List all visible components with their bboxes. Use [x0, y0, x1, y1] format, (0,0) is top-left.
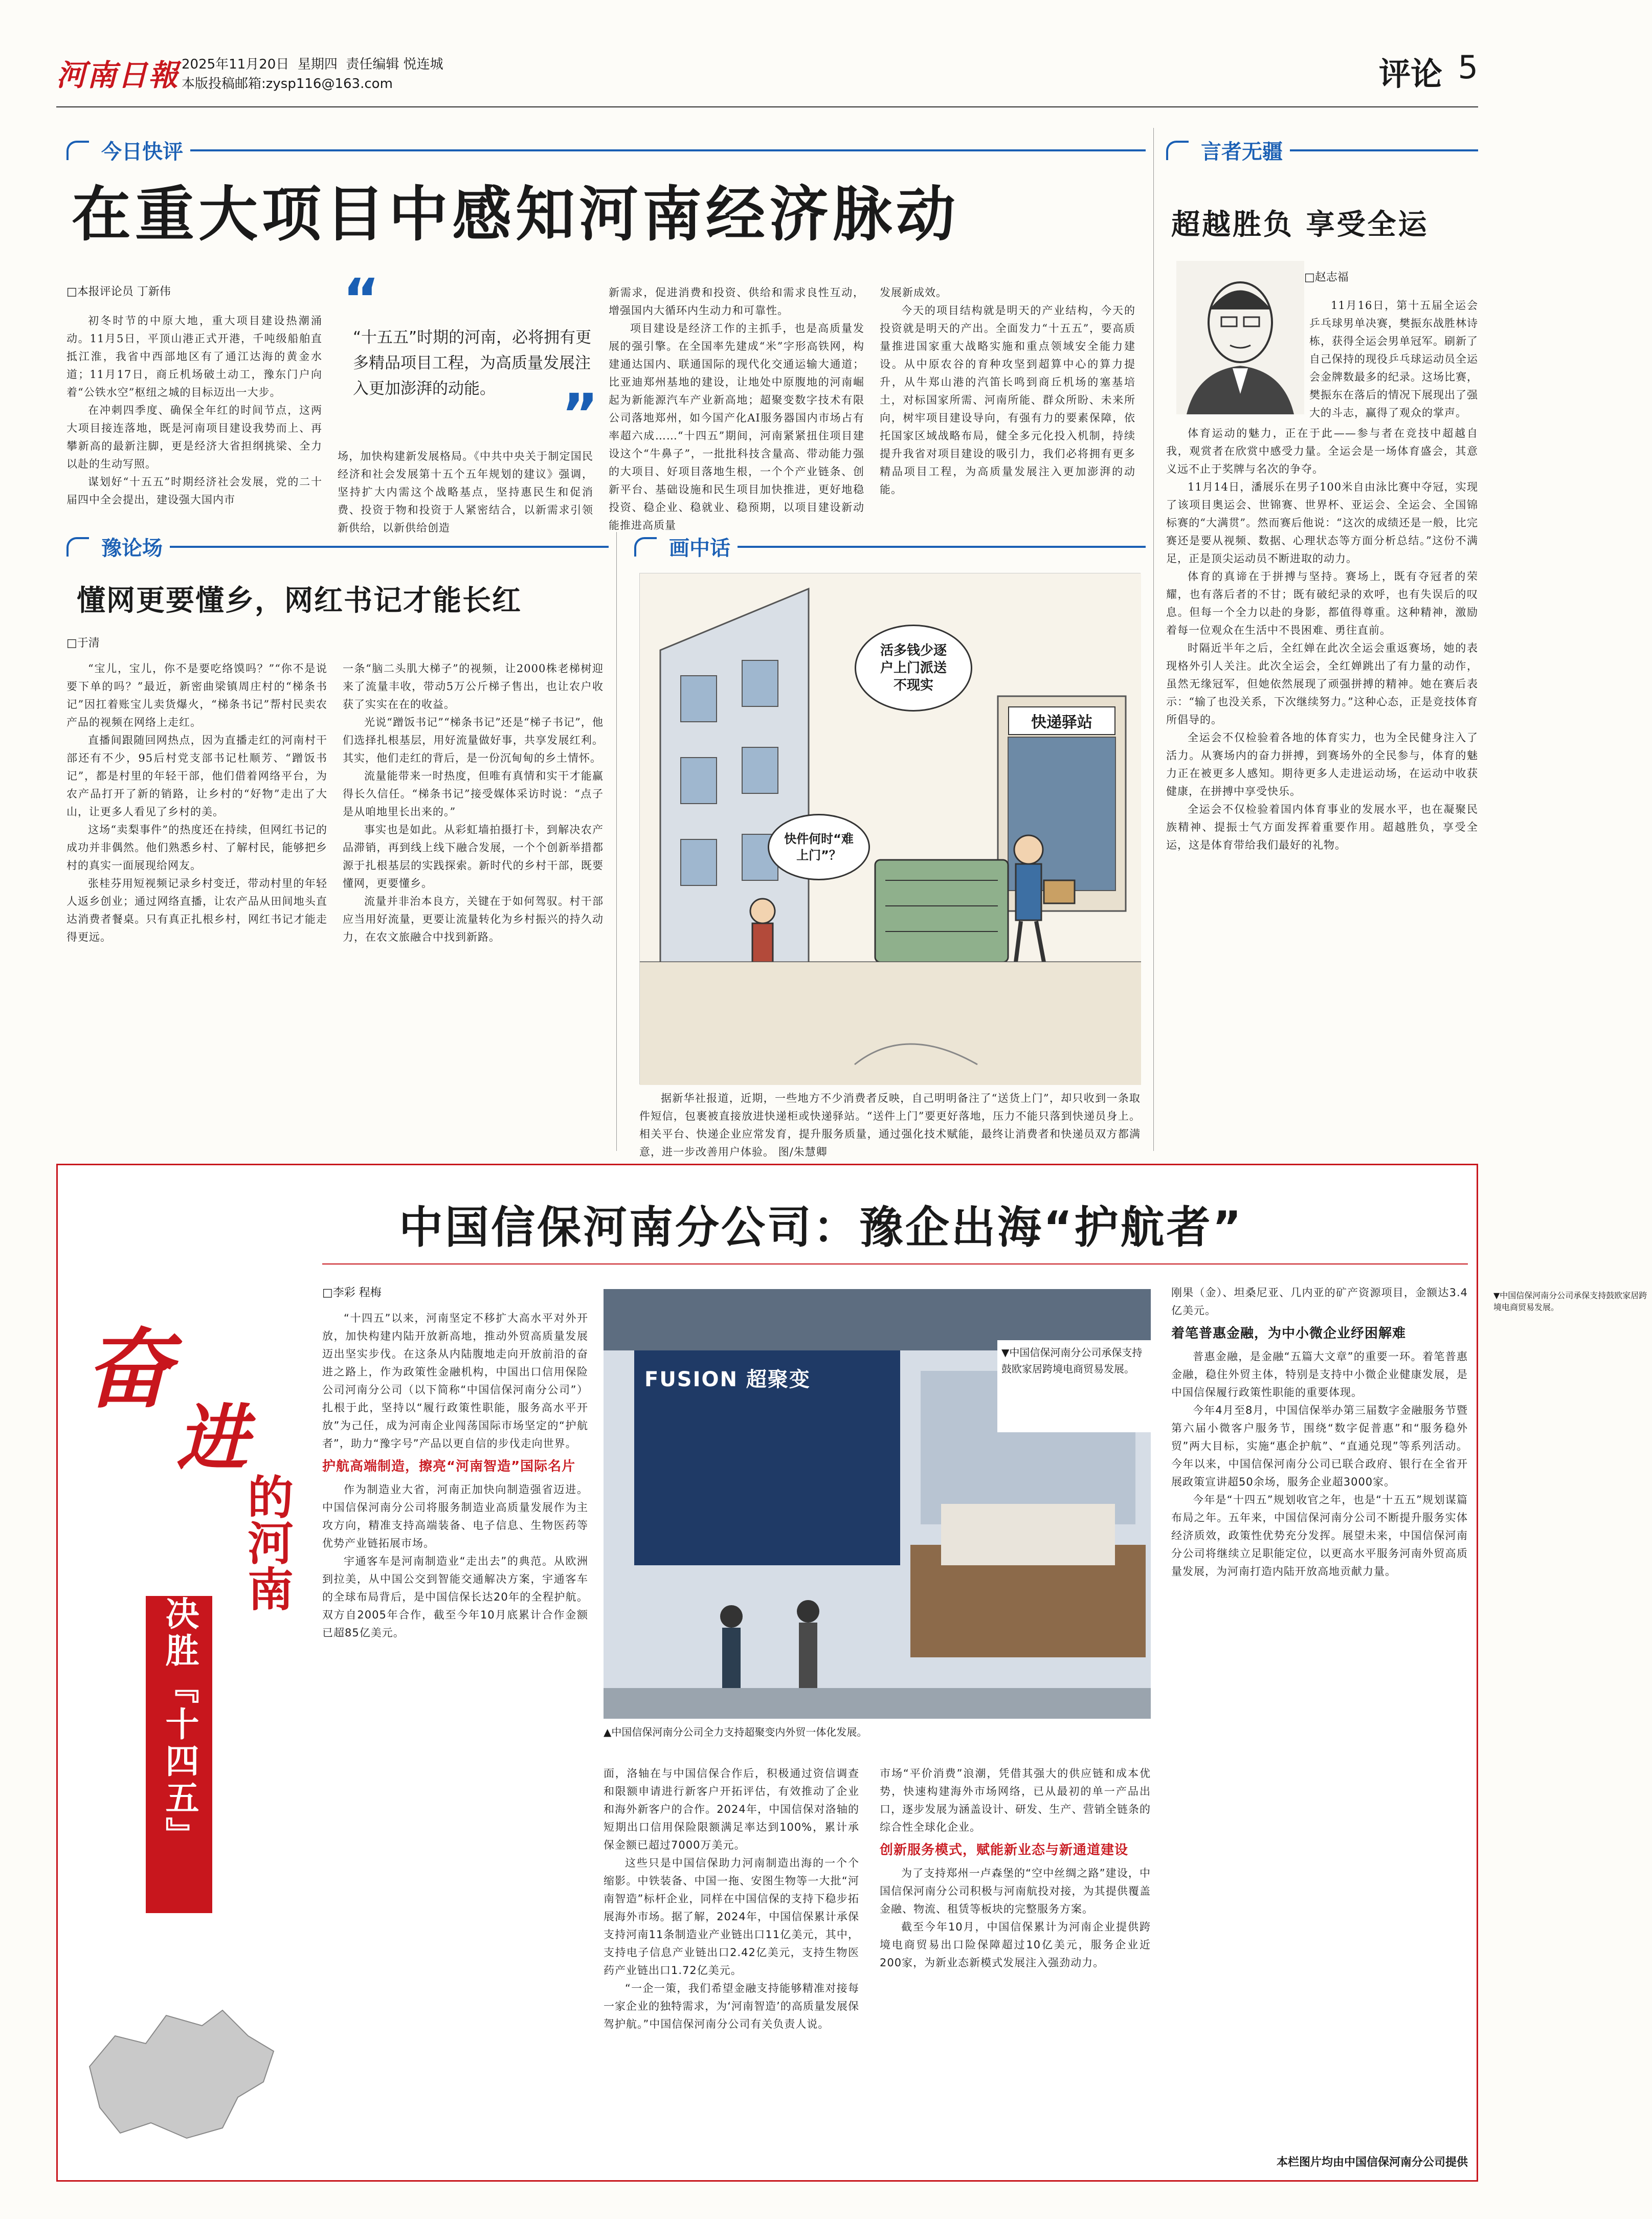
column-divider: [616, 532, 617, 1151]
paragraph: 项目建设是经济工作的主抓手，也是高质量发展的强引擎。在全国率先建成“米”字形高铁网，构建通达国内、联通国际的现代化交通运输大通道；比亚迪郑州基地的建设，让地处中原腹地的河南崛起为新能源汽车产业新高地；超聚变数字技术有限公司落地郑州，如今国产化AI服务器国内市场占有率超六成……“十四五”期间，河南紧紧扭住项目建设这个“牛鼻子”，一批批科技含量高、带动能力强的大项目、好项目落地生根，一个个产业链条、创新平台、基础设施和民生项目加快推进，更好地稳投资、稳企业、稳就业、稳预期，以项目建设新动能推进高质量: [609, 322, 864, 531]
feature-byline: □李彩 程梅: [322, 1286, 382, 1299]
paragraph: 作为制造业大省，河南正加快向制造强省迈进。中国信保河南分公司将服务制造业高质量发展作为主攻方向，精准支持高端装备、电子信息、生物医药等优势产业链拓展市场。: [322, 1483, 588, 1549]
paragraph: 流量能带来一时热度，但唯有真情和实干才能赢得长久信任。“梯条书记”接受媒体采访时说：“点子是从咱地里长出来的。”: [343, 770, 604, 818]
newspaper-logo: 河南日報: [56, 58, 180, 93]
yuluntan-column-1: [66, 660, 327, 1151]
feature-column-4: [1171, 1284, 1468, 2148]
feature-column-1: [322, 1310, 588, 2174]
paragraph: 时隔近半年之后，全红婵在此次全运会重返赛场，她的表现格外引人关注。此次全运会，全红婵跳出了有力量的动作，虽然无缘冠军，但她依然展现了顽强拼搏的精神。她在赛后表示：“输了也没关系，下次继续努力。”这种心态，正是竞技体育所倡导的。: [1166, 642, 1478, 726]
paragraph: “十四五”以来，河南坚定不移扩大高水平对外开放，加快构建内陆开放新高地，推动外贸高质量发展迈出坚实步伐。在这条从内陆腹地走向开放前沿的奋进之路上，作为政策性金融机构，中国出口信用保险公司河南分公司（以下简称“中国信保河南分公司”）扎根于此，坚持以“履行政策性职能，服务高水平开放”为己任，成为河南企业闯荡国际市场坚定的“护航者”，助力“豫字号”产品以更自信的步伐走向世界。: [322, 1312, 588, 1450]
paragraph: 初冬时节的中原大地，重大项目建设热潮涌动。11月5日，平顶山港正式开港，千吨级船舶直抵江淮，我省中西部地区有了通江达海的黄金水道；11月17日，商丘机场破土动工，豫东门户向着“公铁水空”枢纽之城的目标迈出一大步。: [66, 315, 322, 398]
photo-caption-1: ▲中国信保河南分公司全力支持超聚变内外贸一体化发展。: [604, 1726, 867, 1738]
feature-column-2: [604, 1765, 859, 2174]
subhead-2: 创新服务模式，赋能新业态与新通道建设: [880, 1843, 1129, 1858]
tag-rule: [170, 546, 609, 548]
subhead-1: 护航高端制造，擦亮“河南智造”国际名片: [322, 1459, 576, 1474]
expo-brand-sign: FUSION 超聚变: [644, 1368, 811, 1391]
feature-left-banner: [64, 1279, 315, 2174]
masthead-rule: [56, 106, 1478, 107]
side-text-cont: [1166, 425, 1478, 1151]
paragraph: 新需求，促进消费和投资、供给和需求良性互动，增强国内大循环内生动力和可靠性。: [609, 286, 864, 317]
lead-pull-quote: [343, 267, 598, 447]
cartoon-caption: 据新华社报道，近期，一些地方不少消费者反映，自己明明备注了“送货上门”，却只收到一条取件短信，包裹被直接放进快递柜或快递驿站。“送件上门”要更好落地，压力不能只落到快递员身上。相关平台、快递企业应常发育，提升服务质量，通过强化技术赋能，最终让消费者和快递员双方都满意，进一步改善用户体验。 图/朱慧卿: [639, 1092, 1141, 1158]
column-divider: [1153, 128, 1154, 1151]
paragraph: 发展新成效。: [880, 286, 947, 299]
section-name: 评论: [1378, 55, 1442, 93]
open-quote-icon: “: [343, 267, 380, 332]
author-portrait: [1176, 261, 1304, 414]
paragraph: 今天的项目结构就是明天的产业结构，今天的投资就是明天的产出。全面发力“十五五”，要高质量推进国家重大战略实施和重点领域安全能力建设。从中原农谷的育种攻坚到超算中心的算力提升，从牛郑山港的汽笛长鸣到商丘机场的塞基培土，对标国家所需、河南所能、群众所盼、未来所向，树牢项目建设导向，有强有力的要素保障，依托国家区域战略布局，健全多元化投入机制，持续提升我省对项目建设的吸引力，我们必将拥有更多精品项目工程，为高质量发展注入更加澎湃的动能。: [880, 304, 1135, 496]
paragraph: 全运会不仅检验着国内体育事业的发展水平，也在凝聚民族精神、提振士气方面发挥着重要作用。超越胜负，享受全运，这是体育带给我们最好的礼物。: [1166, 803, 1478, 851]
tag-label: 今日快评: [101, 140, 183, 164]
paragraph: 光说“蹭饭书记”“梯条书记”还是“梯子书记”，他们选择扎根基层，用好流量做好事，共享发展红利。其实，他们走红的背后，是一份沉甸甸的乡土情怀。: [343, 716, 604, 764]
paragraph: 11月14日，潘展乐在男子100米自由泳比赛中夺冠，实现了该项目奥运会、世锦赛、世界杯、亚运会、全运会、全国锦标赛的“大满贯”。然而赛后他说：“这次的成绩还是一般，比完赛还是要从视频、数据、心理状态等方面分析总结。”这份不满足，正是顶尖运动员不断进取的动力。: [1166, 481, 1478, 565]
yuluntan-headline: 懂网更要懂乡，网红书记才能长红: [77, 584, 522, 617]
paragraph: 直播间跟随回网热点，因为直播走红的河南村干部还有不少，95后村党支部书记杜顺芳、“蹭饭书记”，都是村里的年轻干部，他们借着网络平台，为农产品打开了新的销路，让乡村的“好物”走出了大山，让更多人看见了乡村的美。: [66, 734, 327, 818]
paragraph: 这些只是中国信保助力河南制造出海的一个个缩影。中铁装备、中国一拖、安图生物等一大批“河南智造”标杆企业，同样在中国信保的支持下稳步拓展海外市场。据了解，2024年，中国信保累计承保支持河南11条制造业产业链出口11亿美元，其中，支持电子信息产业链出口2.42亿美元，支持生物医药产业链出口1.72亿美元。: [604, 1857, 859, 1977]
photo-caption-2-text: ▼中国信保河南分公司承保支持鼓欧家居跨境电商贸易发展。: [1001, 1346, 1143, 1375]
tag-label: 豫论场: [101, 537, 163, 560]
banner-line-juesheng: 决胜『十四五』: [160, 1596, 199, 1854]
photo-caption-2-box: [997, 1340, 1151, 1432]
feature-title: 中国信保河南分公司：豫企出海“护航者”: [399, 1202, 1244, 1253]
paragraph: 体育的真谛在于拼搏与坚持。赛场上，既有夺冠者的荣耀，也有落后者的不甘；既有破纪录的欢呼，也有失误后的叹息。但每一个全力以赴的身影，都值得尊重。这种精神，激励着每一位观众在生活中不畏困难、勇往直前。: [1166, 570, 1478, 636]
yuluntan-byline: □于清: [66, 637, 100, 650]
side-byline: □赵志福: [1304, 271, 1349, 284]
banner-char-jin: 进: [176, 1396, 249, 1480]
lead-column-4: [880, 284, 1135, 524]
tag-label: 画中话: [669, 537, 730, 560]
lead-column-2: [338, 448, 593, 534]
paragraph: 宇通客车是河南制造业“走出去”的典范。从欧洲到拉美，从中国公交到智能交通解决方案，宇通客车的全球布局背后，是中国信保长达20年的全程护航。双方自2005年合作，截至今年10月底累计合作金额已超85亿美元。: [322, 1555, 588, 1639]
tag-label: 言者无疆: [1201, 140, 1283, 164]
side-text: [1309, 297, 1478, 419]
tag-rule: [190, 149, 1146, 151]
tag-rule: [738, 546, 1146, 548]
banner-decisive-badge: [146, 1596, 212, 1913]
paragraph: 11月16日，第十五届全运会乒乓球男单决赛，樊振东战胜林诗栋，获得全运会男单冠军。刷新了自己保持的现役乒乓球运动员全运会金牌数最多的纪录。这场比赛，樊振东在落后的情况下展现出了强大的斗志，赢得了观众的掌声。: [1309, 299, 1478, 419]
editor: 责任编辑 悦连城: [346, 57, 443, 72]
paragraph: 刚果（金）、坦桑尼亚、几内亚的矿产资源项目，金额达3.4亿美元。: [1171, 1286, 1468, 1317]
paragraph: 场，加快构建新发展格局。《中共中央关于制定国民经济和社会发展第十五个五年规划的建议》强调，坚持扩大内需这个战略基点，坚持惠民生和促消费、投资于物和投资于人紧密结合，以新需求引领新供给，以新供给创造: [338, 450, 593, 534]
cartoon-speech-bubble-1: [855, 625, 972, 712]
tag-huazhonghua: [634, 532, 1146, 561]
tag-curl-icon: [1166, 141, 1189, 160]
banner-char-fen: 奋: [84, 1318, 172, 1421]
lead-byline: □本报评论员 丁新伟: [66, 285, 171, 298]
paragraph: “宝儿，宝儿，你不是要吃络馍吗？”“你不是说要下单的吗？”最近，新密曲梁镇周庄村的“梯条书记”因扛着账宝儿卖货爆火，“梯条书记”帮村民卖农产品的视频在网络上走红。: [66, 662, 327, 728]
submission-email: 本版投稿邮箱:zysp116@163.com: [182, 76, 393, 92]
paragraph: 流量并非治本良方，关键在于如何驾驭。村干部应当用好流量，更要让流量转化为乡村振兴的持久动力，在农文旅融合中找到新路。: [343, 895, 604, 943]
banner-line-henan: 的河南: [239, 1473, 293, 1611]
paragraph: 截至今年10月，中国信保累计为河南企业提供跨境电商贸易出口险保障超过10亿美元，服务企业近200家，为新业态新模式发展注入强劲动力。: [880, 1921, 1151, 1969]
side-headline: 超越胜负 享受全运: [1171, 208, 1429, 241]
paragraph: 谋划好“十五五”时期经济社会发展，党的二十届四中全会提出，建设强大国内市: [66, 476, 322, 506]
cartoon-illustration: [639, 573, 1141, 1084]
paragraph: 市场“平价消费”浪潮，凭借其强大的供应链和成本优势，快速构建海外市场网络，已从最初的单一产品出口，逐步发展为涵盖设计、研发、生产、营销全链条的综合性全球化企业。: [880, 1767, 1151, 1833]
paragraph: 张桂芬用短视频记录乡村变迁，带动村里的年轻人返乡创业；通过网络直播，让农产品从田间地头直达消费者餐桌。只有真正扎根乡村，网红书记才能走得更远。: [66, 877, 327, 943]
paragraph: 事实也是如此。从彩虹墙拍摄打卡，到解决农产品滞销，再到线上线下融合发展，一个个创新举措都源于扎根基层的实践探索。新时代的乡村干部，既要懂网，更要懂乡。: [343, 824, 604, 890]
weekday: 星期四: [297, 57, 338, 72]
tag-jinri-kuaiping: [66, 136, 1146, 165]
cartoon-speech-bubble-2: [768, 814, 870, 880]
tag-curl-icon: [66, 537, 89, 557]
feature-column-3: [880, 1765, 1151, 2174]
issue-date: [182, 54, 443, 73]
paragraph: 今年是“十四五”规划收官之年，也是“十五五”规划谋篇布局之年。五年来，中国信保河南分公司不断提升服务实体经济质效，政策性优势充分发挥。展望未来，中国信保河南分公司将继续立足职能定位，以更高水平服务河南外贸高质量发展，为河南打造内陆开放高地贡献力量。: [1171, 1494, 1468, 1578]
paragraph: 一条“脑二头肌大梯子”的视频，让2000株老梯树迎来了流量丰收，带动5万公斤梯子售出，也让农户收获了实实在在的收益。: [343, 662, 604, 711]
cartoon-station-sign: 快递驿站: [1008, 706, 1115, 735]
tag-yanzhe-wujiang: [1166, 136, 1478, 165]
lead-column-3: [609, 284, 864, 531]
yuluntan-column-2: [343, 660, 604, 1151]
feature-photo-credit: 本栏图片均由中国信保河南分公司提供: [1276, 2156, 1468, 2169]
lead-headline: 在重大项目中感知河南经济脉动: [72, 180, 959, 249]
photo-caption-2: ▼中国信保河南分公司承保支持鼓欧家居跨境电商贸易发展。: [1493, 1291, 1647, 1312]
lead-column-1: [66, 312, 322, 522]
bubble-text: 快件何时“难上门”？: [784, 832, 854, 862]
tag-rule: [1290, 149, 1478, 151]
paragraph: 全运会不仅检验着各地的体育实力，也为全民健身注入了活力。从赛场内的奋力拼搏，到赛场外的全民参与，体育的魅力正在被更多人感知。期待更多人走进运动场，在运动中收获健康，在拼搏中享受快乐。: [1166, 731, 1478, 797]
tag-yuluntan: [66, 532, 609, 561]
masthead: [56, 49, 1478, 100]
paragraph: 今年4月至8月，中国信保举办第三届数字金融服务节暨第六届小微客户服务节，围绕“数字促普惠”和“服务稳外贸”两大目标，实施“惠企护航”、“直通兑现”等系列活动。今年以来，中国信保河南分公司已联合政府、银行在全省开展政策宣讲超50余场，服务企业超3000家。: [1171, 1404, 1468, 1488]
henan-map-silhouette: [69, 1995, 284, 2148]
paragraph: 这场“卖梨事件”的热度还在持续，但网红书记的成功并非偶然。他们熟悉乡村、了解村民，能够把乡村的真实一面展现给网友。: [66, 824, 327, 872]
feature-title-rule: [322, 1263, 1468, 1264]
page-number: 5: [1458, 49, 1478, 86]
tag-curl-icon: [634, 537, 657, 557]
paragraph: 体育运动的魅力，正在于此——参与者在竞技中超越自我，观赏者在欣赏中感受力量。全运会是一场体育盛会，其意义远不止于奖牌与名次的争夺。: [1166, 427, 1478, 475]
pull-quote-text: “十五五”时期的河南，必将拥有更多精品项目工程，为高质量发展注入更加澎湃的动能。: [353, 328, 592, 398]
paragraph: 在冲刺四季度、确保全年红的时间节点，这两大项目接连落地，既是河南项目建设我势而上、再攀新高的最新注脚，更是经济大省担纲挑梁、全力以赴的生动写照。: [66, 404, 322, 470]
portrait-sketch: [1176, 261, 1304, 414]
close-quote-icon: ”: [561, 382, 598, 447]
date: 2025年11月20日: [182, 57, 289, 72]
paragraph: 为了支持郑州一卢森堡的“空中丝绸之路”建设，中国信保河南分公司积极与河南航投对接，为其提供覆盖金融、物流、租赁等板块的完整服务方案。: [880, 1867, 1151, 1915]
bubble-text: 活多钱少逐户上门派送不现实: [880, 643, 947, 693]
paragraph: 普惠金融，是金融“五篇大文章”的重要一环。着笔普惠金融，稳住外贸主体，特别是支持中小微企业健康发展，是中国信保履行政策性职能的重要体现。: [1171, 1350, 1468, 1399]
paragraph: 面，洛轴在与中国信保合作后，积极通过资信调查和限额申请进行新客户开拓评估，有效推动了企业和海外新客户的合作。2024年，中国信保对洛轴的短期出口信用保险限额满足率达到100%，累计承保金额已超过7000万美元。: [604, 1767, 859, 1851]
paragraph: “一企一策，我们希望金融支持能够精准对接每一家企业的独特需求，为‘河南智造’的高质量发展保驾护航。”中国信保河南分公司有关负责人说。: [604, 1982, 859, 2030]
subhead-3: 着笔普惠金融，为中小微企业纾困解难: [1171, 1326, 1407, 1341]
tag-curl-icon: [66, 141, 89, 160]
